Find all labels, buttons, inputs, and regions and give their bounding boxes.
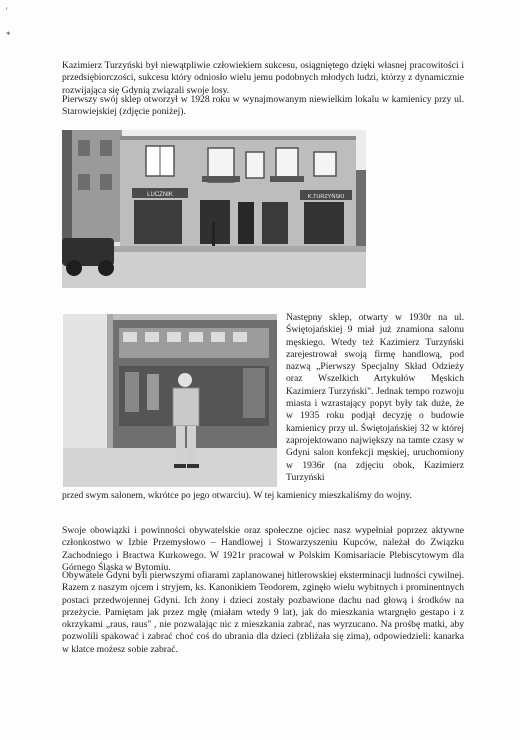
scan-mark-top: ': [6, 6, 8, 16]
swietojanska-salon-photo: [63, 314, 277, 487]
sign-lucznik: LUCZNIK: [147, 192, 173, 198]
duties-paragraph: Swoje obowiązki i powinności obywatelskie oraz społeczne ojciec nasz wypełniał poprzez aktywne członkostwo w Izbie Przemysłowo – Handlowej i Stowarzyszeniu Kupców, należał do Związku Zachodniego i Bractwa Kurkowego. W 1921r pracował w Polskim Komisariacie Plebiscytowym dla Górnego Śląska w Bytomiu.: [62, 525, 464, 573]
starowiejska-shop-photo: [62, 130, 366, 288]
intro-paragraph: Kazimierz Turzyński był niewątpliwie człowiekiem sukcesu, osiągniętego dzięki własnej pracowitości i przedsiębiorczości, sukcesu który odniosło wielu jemu podobnych młodych ludzi, którzy z dynamicznie rozwijająca się Gdynią związali swoje losy.: [62, 60, 464, 96]
war-paragraph: Obywatele Gdyni byli pierwszymi ofiarami zaplanowanej hitlerowskiej eksterminacji ludności cywilnej. Razem z naszym ojcem i stryjem, ks. Kanonikiem Teodorem, zginęło wielu wybitnych i prominentnych postaci przedwojennej Gdyni. Ich żony i dzieci zostały pozbawione dachu nad głową i środków na przeżycie. Pamiętam jak przez mgłę (miałam wtedy 9 lat), jak do mieszkania wtargnęło gestapo i z okrzykami „raus, raus" , nie pozwalając nic z mieszkania zabrać, nas wyrzucano. Na prośbę matki, aby pozwolili spakować i zabrać choć coś do ubrania dla dzieci (zbliżała się zima), odpowiedzieli: kanarka w klatce możesz sobie zabrać.: [62, 570, 464, 655]
scan-mark: *: [6, 30, 11, 40]
second-shop-paragraph: Następny sklep, otwarty w 1930r na ul. Świętojańskiej 9 miał już znamiona salonu męskiego. Wtedy też Kazimierz Turzyński zarejestrował swoją firmę handlową, pod nazwą „Pierwszy Specjalny Skład Odzieży oraz Wszelkich Artykułów Męskich Kazimierz Turzyński". Jednak tempo rozwoju miasta i wzrastający popyt były tak duże, że w 1935 roku podjął decyzję o budowie kamienicy przy ul. Świętojańskiej 32 w której zaprojektowano największy na tamte czasy w Gdyni salon konfekcji męskiej, uruchomiony w 1936r (na zdjęciu obok, Kazimierz Turzyński: [286, 312, 464, 483]
first-shop-paragraph: Pierwszy swój sklep otworzył w 1928 roku w wynajmowanym niewielkim lokalu w kamienicy przy ul. Starowiejskiej (zdjęcie poniżej).: [62, 94, 464, 118]
sign-turzynski: K.TURZYŃSKI: [307, 194, 345, 200]
second-shop-paragraph-end: przed swym salonem, wkrótce po jego otwarciu). W tej kamienicy mieszkaliśmy do wojny.: [62, 490, 412, 501]
